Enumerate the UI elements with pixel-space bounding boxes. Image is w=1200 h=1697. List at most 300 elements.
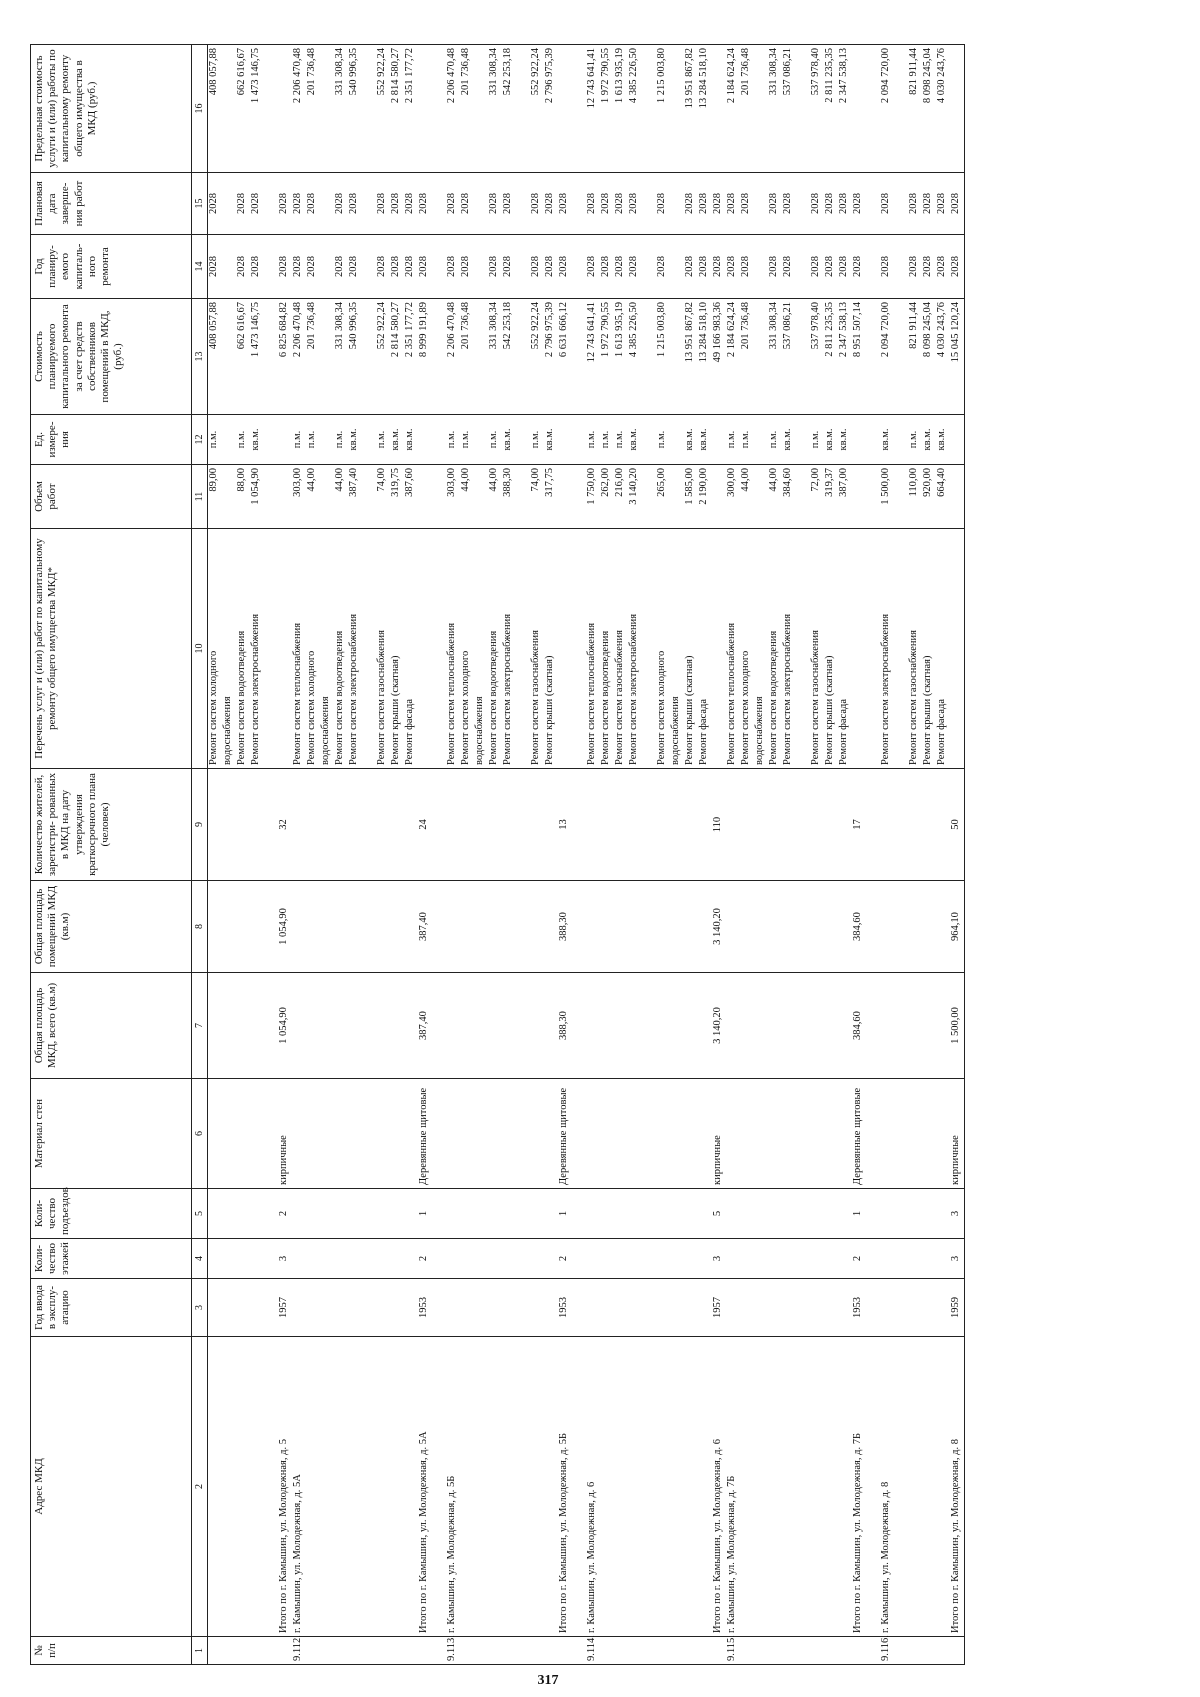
wall-material-cell <box>306 1079 320 1189</box>
cost-cell: 662 616,67 <box>236 299 250 415</box>
premises-area-cell <box>740 881 754 973</box>
unit-cell <box>362 415 376 465</box>
entrances-cell <box>726 1189 740 1239</box>
row-number: 9.114. <box>586 1637 600 1665</box>
header-cell: № п/п <box>31 1637 192 1665</box>
work-type-cell: Ремонт систем водоотведения <box>600 529 614 769</box>
premises-area-cell <box>488 881 502 973</box>
rotated-table-sheet <box>30 45 1158 1688</box>
floors-cell <box>390 1239 404 1279</box>
header-row <box>31 45 192 1665</box>
repair-year-cell: 2028 <box>558 235 572 299</box>
total-area-cell <box>810 973 824 1079</box>
year-built-cell: 1957 <box>712 1279 726 1337</box>
column-number: 6 <box>192 1079 208 1189</box>
unit-cell <box>222 415 236 465</box>
total-area-cell <box>572 973 586 1079</box>
repair-year-cell: 2028 <box>614 235 628 299</box>
repair-year-cell <box>320 235 334 299</box>
max-cost-cell <box>516 45 530 173</box>
unit-cell: кв.м. <box>782 415 796 465</box>
cost-cell: 201 736,48 <box>306 299 320 415</box>
row-number <box>208 1637 223 1665</box>
repair-year-cell: 2028 <box>236 235 250 299</box>
completion-date-cell <box>866 173 880 235</box>
floors-cell <box>824 1239 838 1279</box>
max-cost-cell: 2 347 538,13 <box>838 45 852 173</box>
floors-cell <box>208 1239 223 1279</box>
completion-date-cell: 2028 <box>334 173 348 235</box>
table-row <box>740 45 754 1665</box>
total-area-cell <box>908 973 922 1079</box>
completion-date-cell: 2028 <box>824 173 838 235</box>
year-built-cell <box>936 1279 950 1337</box>
premises-area-cell: 387,40 <box>418 881 432 973</box>
address-cell <box>264 1337 278 1637</box>
work-type-cell: Ремонт систем холодного <box>740 529 754 769</box>
work-volume-cell <box>572 465 586 529</box>
premises-area-cell <box>376 881 390 973</box>
premises-area-cell <box>670 881 684 973</box>
completion-date-cell <box>320 173 334 235</box>
total-area-cell <box>502 973 516 1079</box>
residents-cell <box>236 769 250 881</box>
total-area-cell <box>824 973 838 1079</box>
max-cost-cell: 662 616,67 <box>236 45 250 173</box>
repair-year-cell <box>264 235 278 299</box>
completion-date-cell: 2028 <box>614 173 628 235</box>
repair-year-cell: 2028 <box>390 235 404 299</box>
row-number <box>278 1637 292 1665</box>
residents-cell <box>572 769 586 881</box>
premises-area-cell <box>544 881 558 973</box>
column-number: 10 <box>192 529 208 769</box>
row-number <box>404 1637 418 1665</box>
unit-cell: кв.м. <box>936 415 950 465</box>
header-cell: Стоимость планируемого капитального ремонта за счет средств собственников помещений в МКД, (руб.) <box>31 299 192 415</box>
work-volume-cell <box>474 465 488 529</box>
address-cell <box>754 1337 768 1637</box>
entrances-cell <box>530 1189 544 1239</box>
floors-cell <box>754 1239 768 1279</box>
premises-area-cell <box>362 881 376 973</box>
work-volume-cell: 1 500,00 <box>880 465 894 529</box>
row-number <box>460 1637 474 1665</box>
floors-cell <box>306 1239 320 1279</box>
premises-area-cell <box>880 881 894 973</box>
entrances-cell <box>236 1189 250 1239</box>
completion-date-cell: 2028 <box>502 173 516 235</box>
table-row <box>278 45 292 1665</box>
completion-date-cell: 2028 <box>530 173 544 235</box>
floors-cell <box>502 1239 516 1279</box>
table-row <box>866 45 880 1665</box>
completion-date-cell: 2028 <box>810 173 824 235</box>
cost-cell <box>754 299 768 415</box>
year-built-cell <box>908 1279 922 1337</box>
address-cell: Итого по г. Камышин, ул. Молодежная, д. 5А <box>418 1337 432 1637</box>
unit-cell: кв.м. <box>628 415 642 465</box>
wall-material-cell <box>292 1079 306 1189</box>
completion-date-cell: 2028 <box>278 173 292 235</box>
premises-area-cell <box>572 881 586 973</box>
residents-cell <box>390 769 404 881</box>
max-cost-cell <box>866 45 880 173</box>
table-row <box>446 45 460 1665</box>
wall-material-cell <box>376 1079 390 1189</box>
work-volume-cell: 88,00 <box>236 465 250 529</box>
work-type-cell: Ремонт систем электроснабжения <box>782 529 796 769</box>
work-type-cell: Ремонт систем газоснабжения <box>530 529 544 769</box>
table-row <box>712 45 726 1665</box>
max-cost-cell <box>572 45 586 173</box>
table-row <box>684 45 698 1665</box>
unit-cell <box>264 415 278 465</box>
year-built-cell <box>810 1279 824 1337</box>
cost-cell <box>894 299 908 415</box>
cost-cell <box>670 299 684 415</box>
work-type-cell: водоснабжения <box>320 529 334 769</box>
work-type-cell <box>516 529 530 769</box>
year-built-cell <box>222 1279 236 1337</box>
floors-cell <box>404 1239 418 1279</box>
work-volume-cell <box>558 465 572 529</box>
column-number: 4 <box>192 1239 208 1279</box>
residents-cell <box>348 769 362 881</box>
residents-cell <box>922 769 936 881</box>
entrances-cell <box>516 1189 530 1239</box>
entrances-cell <box>698 1189 712 1239</box>
cost-cell: 201 736,48 <box>740 299 754 415</box>
address-cell <box>460 1337 474 1637</box>
year-built-cell <box>208 1279 223 1337</box>
completion-date-cell <box>796 173 810 235</box>
premises-area-cell <box>292 881 306 973</box>
year-built-cell <box>474 1279 488 1337</box>
wall-material-cell <box>796 1079 810 1189</box>
wall-material-cell <box>880 1079 894 1189</box>
floors-cell <box>586 1239 600 1279</box>
header-cell: Год планиру- емого капиталь- ного ремонта <box>31 235 192 299</box>
unit-cell <box>320 415 334 465</box>
table-row <box>460 45 474 1665</box>
unit-cell: п.м. <box>530 415 544 465</box>
year-built-cell <box>348 1279 362 1337</box>
cost-cell: 540 996,35 <box>348 299 362 415</box>
unit-cell <box>950 415 965 465</box>
total-area-cell <box>488 973 502 1079</box>
row-number <box>516 1637 530 1665</box>
floors-cell <box>460 1239 474 1279</box>
year-built-cell <box>530 1279 544 1337</box>
max-cost-cell <box>278 45 292 173</box>
work-type-cell: Ремонт систем электроснабжения <box>502 529 516 769</box>
address-cell <box>544 1337 558 1637</box>
max-cost-cell: 1 613 935,19 <box>614 45 628 173</box>
work-volume-cell: 72,00 <box>810 465 824 529</box>
table-row <box>698 45 712 1665</box>
completion-date-cell: 2028 <box>936 173 950 235</box>
residents-cell <box>334 769 348 881</box>
max-cost-cell <box>642 45 656 173</box>
completion-date-cell: 2028 <box>628 173 642 235</box>
work-type-cell <box>642 529 656 769</box>
work-volume-cell <box>950 465 965 529</box>
cost-cell: 2 814 580,27 <box>390 299 404 415</box>
header-cell: Плановая дата заверше- ния работ <box>31 173 192 235</box>
completion-date-cell: 2028 <box>740 173 754 235</box>
completion-date-cell <box>516 173 530 235</box>
work-volume-cell: 387,40 <box>348 465 362 529</box>
year-built-cell <box>264 1279 278 1337</box>
address-cell <box>642 1337 656 1637</box>
cost-cell: 2 206 470,48 <box>292 299 306 415</box>
floors-cell: 2 <box>852 1239 866 1279</box>
entrances-cell <box>292 1189 306 1239</box>
entrances-cell <box>320 1189 334 1239</box>
total-area-cell <box>292 973 306 1079</box>
address-cell <box>208 1337 223 1637</box>
max-cost-cell: 2 206 470,48 <box>292 45 306 173</box>
address-cell <box>810 1337 824 1637</box>
column-number: 11 <box>192 465 208 529</box>
residents-cell <box>586 769 600 881</box>
max-cost-cell: 331 308,34 <box>768 45 782 173</box>
premises-area-cell <box>628 881 642 973</box>
unit-cell: кв.м. <box>824 415 838 465</box>
wall-material-cell <box>348 1079 362 1189</box>
work-volume-cell <box>754 465 768 529</box>
max-cost-cell: 2 351 177,72 <box>404 45 418 173</box>
address-cell <box>250 1337 264 1637</box>
floors-cell <box>334 1239 348 1279</box>
column-number: 14 <box>192 235 208 299</box>
completion-date-cell <box>754 173 768 235</box>
max-cost-cell: 552 922,24 <box>376 45 390 173</box>
floors-cell <box>628 1239 642 1279</box>
premises-area-cell <box>936 881 950 973</box>
residents-cell: 32 <box>278 769 292 881</box>
cost-cell: 2 094 720,00 <box>880 299 894 415</box>
premises-area-cell <box>348 881 362 973</box>
max-cost-cell: 8 098 245,04 <box>922 45 936 173</box>
year-built-cell <box>236 1279 250 1337</box>
table-row <box>950 45 965 1665</box>
premises-area-cell <box>222 881 236 973</box>
cost-cell: 6 825 684,82 <box>278 299 292 415</box>
work-volume-cell: 44,00 <box>740 465 754 529</box>
table-row <box>852 45 866 1665</box>
completion-date-cell <box>670 173 684 235</box>
year-built-cell <box>292 1279 306 1337</box>
wall-material-cell <box>782 1079 796 1189</box>
work-volume-cell: 384,60 <box>782 465 796 529</box>
floors-cell <box>292 1239 306 1279</box>
total-area-cell <box>348 973 362 1079</box>
unit-cell: кв.м. <box>390 415 404 465</box>
work-volume-cell <box>894 465 908 529</box>
residents-cell <box>530 769 544 881</box>
repair-year-cell: 2028 <box>376 235 390 299</box>
table-row <box>614 45 628 1665</box>
table-row <box>796 45 810 1665</box>
row-number <box>236 1637 250 1665</box>
entrances-cell <box>208 1189 223 1239</box>
residents-cell <box>740 769 754 881</box>
wall-material-cell <box>684 1079 698 1189</box>
entrances-cell <box>306 1189 320 1239</box>
table-row <box>530 45 544 1665</box>
completion-date-cell: 2028 <box>250 173 264 235</box>
total-area-cell: 384,60 <box>852 973 866 1079</box>
table-row <box>544 45 558 1665</box>
work-type-cell <box>950 529 965 769</box>
premises-area-cell <box>460 881 474 973</box>
wall-material-cell <box>768 1079 782 1189</box>
premises-area-cell <box>530 881 544 973</box>
address-cell <box>572 1337 586 1637</box>
table-row <box>768 45 782 1665</box>
row-number <box>544 1637 558 1665</box>
premises-area-cell <box>390 881 404 973</box>
wall-material-cell <box>670 1079 684 1189</box>
premises-area-cell <box>866 881 880 973</box>
row-number <box>222 1637 236 1665</box>
work-volume-cell: 388,30 <box>502 465 516 529</box>
year-built-cell <box>544 1279 558 1337</box>
table-row <box>292 45 306 1665</box>
floors-cell <box>656 1239 670 1279</box>
column-number: 13 <box>192 299 208 415</box>
max-cost-cell: 2 206 470,48 <box>446 45 460 173</box>
wall-material-cell <box>390 1079 404 1189</box>
work-volume-cell: 265,00 <box>656 465 670 529</box>
residents-cell: 50 <box>950 769 965 881</box>
wall-material-cell: Деревянные щитовые <box>558 1079 572 1189</box>
total-area-cell <box>936 973 950 1079</box>
work-volume-cell <box>432 465 446 529</box>
total-area-cell <box>922 973 936 1079</box>
year-built-cell: 1959 <box>950 1279 965 1337</box>
premises-area-cell: 388,30 <box>558 881 572 973</box>
row-number: 9.112. <box>292 1637 306 1665</box>
cost-cell: 331 308,34 <box>768 299 782 415</box>
row-number <box>838 1637 852 1665</box>
work-volume-cell <box>278 465 292 529</box>
table-row <box>782 45 796 1665</box>
row-number <box>894 1637 908 1665</box>
address-cell <box>348 1337 362 1637</box>
entrances-cell <box>474 1189 488 1239</box>
residents-cell <box>838 769 852 881</box>
completion-date-cell: 2028 <box>306 173 320 235</box>
residents-cell <box>754 769 768 881</box>
completion-date-cell: 2028 <box>950 173 965 235</box>
completion-date-cell: 2028 <box>852 173 866 235</box>
repair-year-cell: 2028 <box>908 235 922 299</box>
residents-cell <box>306 769 320 881</box>
work-volume-cell: 303,00 <box>446 465 460 529</box>
work-type-cell: Ремонт систем холодного <box>208 529 223 769</box>
table-row <box>586 45 600 1665</box>
entrances-cell <box>656 1189 670 1239</box>
residents-cell <box>824 769 838 881</box>
unit-cell: п.м. <box>488 415 502 465</box>
work-type-cell: Ремонт систем газоснабжения <box>614 529 628 769</box>
wall-material-cell <box>460 1079 474 1189</box>
work-type-cell <box>362 529 376 769</box>
repair-year-cell <box>432 235 446 299</box>
table-row <box>922 45 936 1665</box>
entrances-cell <box>782 1189 796 1239</box>
unit-cell: п.м. <box>306 415 320 465</box>
total-area-cell <box>404 973 418 1079</box>
address-cell: Итого по г. Камышин, ул. Молодежная, д. 8 <box>950 1337 965 1637</box>
year-built-cell <box>740 1279 754 1337</box>
cost-cell: 4 030 243,76 <box>936 299 950 415</box>
completion-date-cell: 2028 <box>390 173 404 235</box>
total-area-cell <box>376 973 390 1079</box>
residents-cell <box>516 769 530 881</box>
wall-material-cell <box>936 1079 950 1189</box>
residents-cell <box>264 769 278 881</box>
wall-material-cell <box>754 1079 768 1189</box>
entrances-cell <box>432 1189 446 1239</box>
repair-year-cell <box>474 235 488 299</box>
premises-area-cell: 1 054,90 <box>278 881 292 973</box>
cost-cell: 1 613 935,19 <box>614 299 628 415</box>
unit-cell <box>642 415 656 465</box>
cost-cell: 408 057,88 <box>208 299 223 415</box>
cost-cell: 2 347 538,13 <box>838 299 852 415</box>
address-cell: Итого по г. Камышин, ул. Молодежная, д. 6 <box>712 1337 726 1637</box>
entrances-cell <box>544 1189 558 1239</box>
table-row <box>572 45 586 1665</box>
floors-cell <box>544 1239 558 1279</box>
completion-date-cell: 2028 <box>376 173 390 235</box>
residents-cell <box>698 769 712 881</box>
residents-cell <box>670 769 684 881</box>
max-cost-cell: 12 743 641,41 <box>586 45 600 173</box>
max-cost-cell: 2 814 580,27 <box>390 45 404 173</box>
address-cell <box>432 1337 446 1637</box>
table-row <box>418 45 432 1665</box>
row-number <box>656 1637 670 1665</box>
premises-area-cell <box>320 881 334 973</box>
completion-date-cell: 2028 <box>404 173 418 235</box>
entrances-cell: 5 <box>712 1189 726 1239</box>
max-cost-cell: 13 951 867,82 <box>684 45 698 173</box>
address-cell <box>838 1337 852 1637</box>
year-built-cell <box>600 1279 614 1337</box>
row-number <box>502 1637 516 1665</box>
address-cell: г. Камышин, ул. Молодежная, д. 6 <box>586 1337 600 1637</box>
year-built-cell <box>334 1279 348 1337</box>
repair-year-cell: 2028 <box>712 235 726 299</box>
repair-year-cell: 2028 <box>600 235 614 299</box>
year-built-cell <box>894 1279 908 1337</box>
work-type-cell <box>852 529 866 769</box>
year-built-cell <box>586 1279 600 1337</box>
residents-cell <box>502 769 516 881</box>
entrances-cell <box>838 1189 852 1239</box>
unit-cell: кв.м. <box>922 415 936 465</box>
total-area-cell <box>474 973 488 1079</box>
table-row <box>432 45 446 1665</box>
work-volume-cell: 300,00 <box>726 465 740 529</box>
row-number <box>768 1637 782 1665</box>
work-volume-cell: 74,00 <box>530 465 544 529</box>
